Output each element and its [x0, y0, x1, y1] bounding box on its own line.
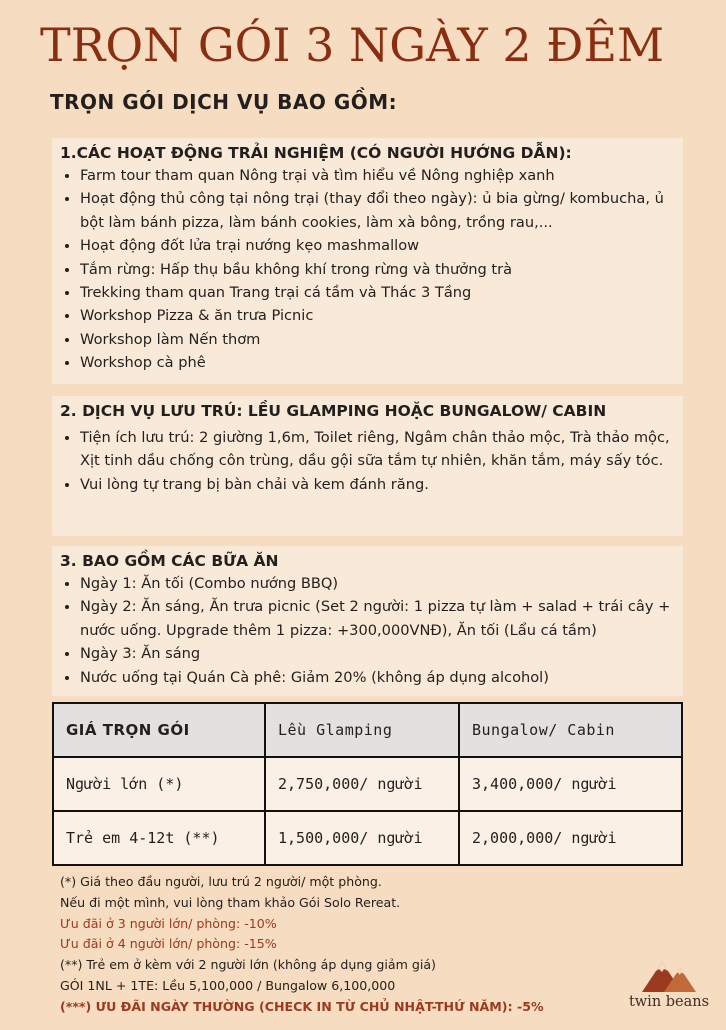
- table-row: [53, 757, 682, 811]
- notes: [60, 872, 620, 1018]
- list-item: • Hoạt động thủ công tại nông trại (thay đổi theo ngày): ủ bia gừng/ kombucha, ủ bột làm bánh pizza, làm bánh cookies, làm xà bông, trồng rau,...: [80, 187, 673, 234]
- mountains-icon: [640, 958, 698, 994]
- section-heading: 2. DỊCH VỤ LƯU TRÚ: LỀU GLAMPING HOẶC BUNGALOW/ CABIN: [60, 402, 607, 420]
- list-item: • Tiện ích lưu trú: 2 giường 1,6m, Toilet riêng, Ngâm chân thảo mộc, Trà thảo mộc, Xịt tinh dầu chống côn trùng, dầu gội sữa tắm tự nhiên, khăn tắm, máy sấy tóc.: [80, 426, 673, 473]
- table-cell: 2,000,000/ người: [459, 811, 682, 865]
- list-item: • Trekking tham quan Trang trại cá tầm và Thác 3 Tầng: [80, 281, 673, 304]
- section-heading: 1.CÁC HOẠT ĐỘNG TRẢI NGHIỆM (CÓ NGƯỜI HƯỚNG DẪN):: [60, 144, 572, 162]
- section-heading: 3. BAO GỒM CÁC BỮA ĂN: [60, 552, 279, 570]
- note-line: (**) Trẻ em ở kèm với 2 người lớn (không áp dụng giảm giá): [60, 957, 436, 973]
- list-item: • Nước uống tại Quán Cà phê: Giảm 20% (không áp dụng alcohol): [80, 666, 673, 689]
- page-subtitle: TRỌN GÓI DỊCH VỤ BAO GỒM:: [50, 90, 398, 114]
- table-cell: Trẻ em 4-12t (**): [53, 811, 265, 865]
- list-item: • Workshop cà phê: [80, 351, 673, 374]
- meals-list: [60, 572, 673, 689]
- list-item: • Ngày 3: Ăn sáng: [80, 642, 673, 665]
- section-activities: [52, 138, 683, 384]
- price-table: [52, 702, 683, 866]
- list-item: • Ngày 2: Ăn sáng, Ăn trưa picnic (Set 2 người: 1 pizza tự làm + salad + trái cây + nước uống. Upgrade thêm 1 pizza: +300,000VNĐ), Ăn tối (Lẩu cá tầm): [80, 595, 673, 642]
- section-accommodation: [52, 396, 683, 536]
- note-line: Nếu đi một mình, vui lòng tham khảo Gói Solo Rereat.: [60, 894, 401, 910]
- page-title: TRỌN GÓI 3 NGÀY 2 ĐÊM: [40, 18, 665, 72]
- table-cell: 1,500,000/ người: [265, 811, 459, 865]
- list-item: • Tắm rừng: Hấp thụ bầu không khí trong rừng và thưởng trà: [80, 258, 673, 281]
- weekday-discount-note: (***) ƯU ĐÃI NGÀY THƯỜNG (CHECK IN TỪ CHỦ NHẬT-THỨ NĂM): -5%: [60, 998, 544, 1014]
- list-item: • Workshop làm Nến thơm: [80, 328, 673, 351]
- table-header-row: [53, 703, 682, 757]
- brand-name: twin beans: [628, 994, 710, 1010]
- discount-note: Ưu đãi ở 4 người lớn/ phòng: -15%: [60, 936, 277, 952]
- brand-logo: [624, 958, 714, 1010]
- list-item: • Ngày 1: Ăn tối (Combo nướng BBQ): [80, 572, 673, 595]
- note-line: GÓI 1NL + 1TE: Lều 5,100,000 / Bungalow 6,100,000: [60, 977, 396, 993]
- list-item: • Vui lòng tự trang bị bàn chải và kem đánh răng.: [80, 473, 673, 496]
- table-row: [53, 811, 682, 865]
- table-cell: Người lớn (*): [53, 757, 265, 811]
- note-line: (*) Giá theo đầu người, lưu trú 2 người/ một phòng.: [60, 874, 382, 889]
- list-item: • Farm tour tham quan Nông trại và tìm hiểu về Nông nghiệp xanh: [80, 164, 673, 187]
- table-header: GIÁ TRỌN GÓI: [53, 703, 265, 757]
- table-cell: 2,750,000/ người: [265, 757, 459, 811]
- table-cell: 3,400,000/ người: [459, 757, 682, 811]
- list-item: • Workshop Pizza & ăn trưa Picnic: [80, 304, 673, 327]
- table-header: Bungalow/ Cabin: [459, 703, 682, 757]
- table-header: Lều Glamping: [265, 703, 459, 757]
- section-meals: [52, 546, 683, 696]
- accommodation-list: [60, 426, 673, 496]
- list-item: • Hoạt động đốt lửa trại nướng kẹo mashmallow: [80, 234, 673, 257]
- activity-list: [60, 164, 673, 375]
- discount-note: Ưu đãi ở 3 người lớn/ phòng: -10%: [60, 915, 277, 931]
